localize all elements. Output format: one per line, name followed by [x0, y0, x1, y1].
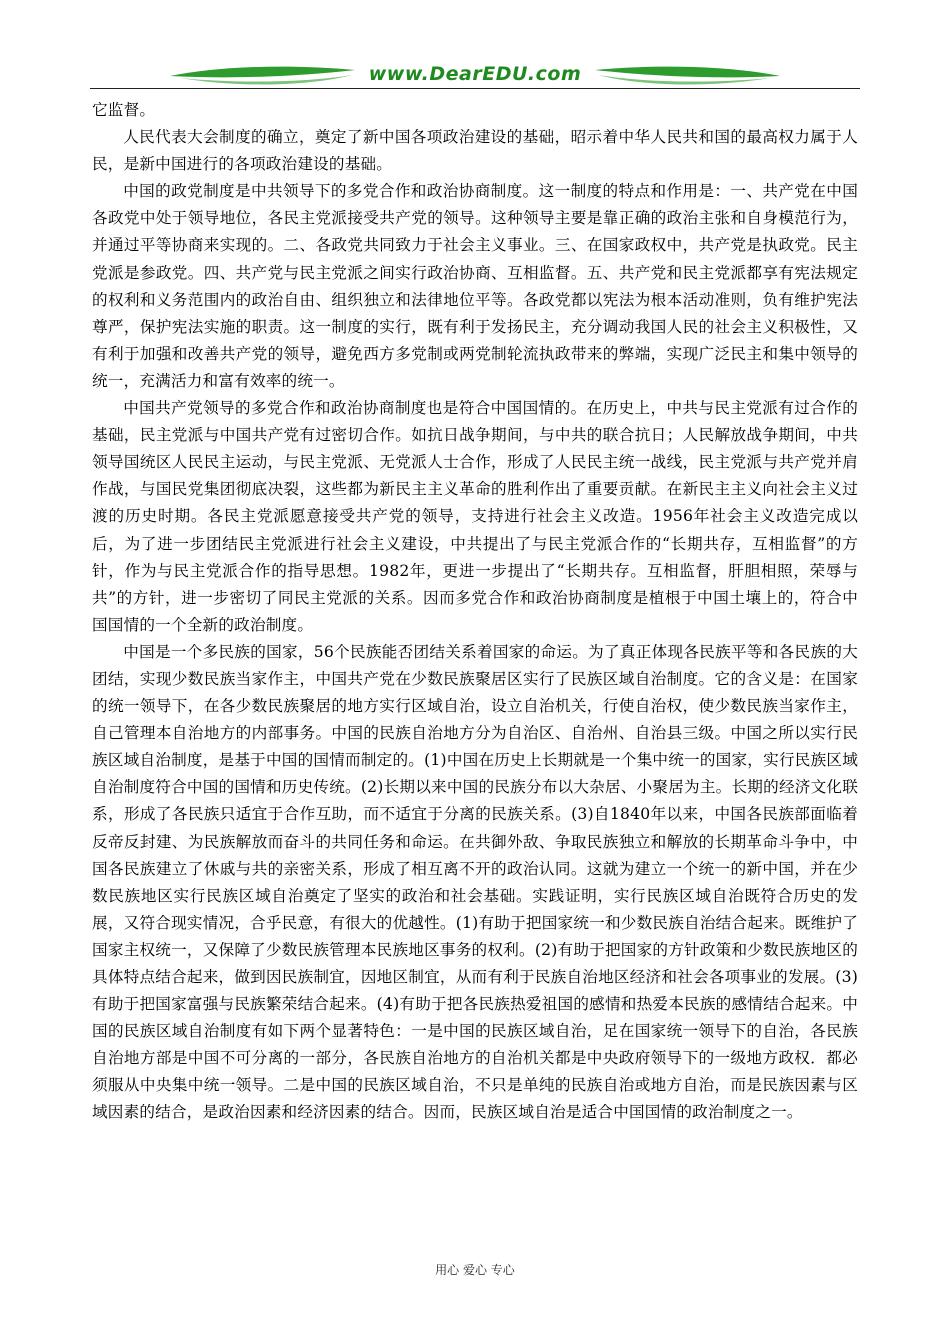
document-body [92, 97, 858, 1127]
paragraph: 中国的政党制度是中共领导下的多党合作和政治协商制度。这一制度的特点和作用是：一、共产党在中国各政党中处于领导地位，各民主党派接受共产党的领导。这种领导主要是靠正确的政治主张和自身模范行为，并通过平等协商来实现的。二、各政党共同致力于社会主义事业。三、在国家政权中，共产党是执政党。民主党派是参政党。四、共产党与民主党派之间实行政治协商、互相监督。五、共产党和民主党派都享有宪法规定的权利和义务范围内的政治自由、组织独立和法律地位平等。各政党都以宪法为根本活动准则，负有维护宪法尊严，保护宪法实施的职责。这一制度的实行，既有利于发扬民主，充分调动我国人民的社会主义积极性，又有利于加强和改善共产党的领导，避免西方多党制或两党制轮流执政带来的弊端，实现广泛民主和集中领导的统一，充满活力和富有效率的统一。 [92, 182, 858, 390]
paragraph: 中国共产党领导的多党合作和政治协商制度也是符合中国国情的。在历史上，中共与民主党派有过合作的基础，民主党派与中国共产党有过密切合作。如抗日战争期间，与中共的联合抗日；人民解放战争期间，中共领导国统区人民民主运动，与民主党派、无党派人士合作，形成了人民民主统一战线，民主党派与共产党并肩作战，与国民党集团彻底决裂，这些都为新民主主义革命的胜利作出了重要贡献。在新民主主义向社会主义过渡的历史时期。各民主党派愿意接受共产党的领导，支持进行社会主义改造。1956年社会主义改造完成以后，为了进一步团结民主党派进行社会主义建设，中共提出了与民主党派合作的“长期共存，互相监督”的方针，作为与民主党派合作的指导思想。1982年，更进一步提出了“长期共存。互相监督，肝胆相照，荣辱与共”的方针，进一步密切了同民主党派的关系。因而多党合作和政治协商制度是植根于中国土壤上的，符合中国国情的一个全新的政治制度。 [92, 399, 858, 634]
header-divider [90, 88, 860, 89]
page-footer: 用心 爱心 专心 [435, 1263, 515, 1277]
site-logo-text: www.DearEDU.com [368, 63, 582, 85]
paragraph: 它监督。 [92, 101, 156, 119]
paragraph: 中国是一个多民族的国家，56个民族能否团结关系着国家的命运。为了真正体现各民族平等和各民族的大团结，实现少数民族当家作主，中国共产党在少数民族聚居区实行了民族区域自治制度。它的含义是：在国家的统一领导下，在各少数民族聚居的地方实行区域自治，设立自治机关，行使自治权，使少数民族当家作主，自己管理本自治地方的内部事务。中国的民族自治地方分为自治区、自治州、自治县三级。中国之所以实行民族区域自治制度，是基于中国的国情而制定的。(1)中国在历史上长期就是一个集中统一的国家，实行民族区域自治制度符合中国的国情和历史传统。(2)长期以来中国的民族分布以大杂居、小聚居为主。长期的经济文化联系，形成了各民族只适宜于合作互助，而不适宜于分离的民族关系。(3)自1840年以来，中国各民族部面临着反帝反封建、为民族解放而奋斗的共同任务和命运。在共御外敌、争取民族独立和解放的长期革命斗争中，中国各民族建立了休戚与共的亲密关系，形成了相互离不开的政治认同。这就为建立一个统一的新中国，并在少数民族地区实行民族区域自治奠定了坚实的政治和社会基础。实践证明，实行民族区域自治既符合历史的发展，又符合现实情况，合乎民意，有很大的优越性。(1)有助于把国家统一和少数民族自治结合起来。既维护了国家主权统一，又保障了少数民族管理本民族地区事务的权利。(2)有助于把国家的方针政策和少数民族地区的具体特点结合起来，做到因民族制宜，因地区制宜，从而有利于民族自治地区经济和社会各项事业的发展。(3)有助于把国家富强与民族繁荣结合起来。(4)有助于把各民族热爱祖国的感情和热爱本民族的感情结合起来。中国的民族区域自治制度有如下两个显著特色：一是中国的民族区域自治，足在国家统一领导下的自治，各民族自治地方部是中国不可分离的一部分，各民族自治地方的自治机关都是中央政府领导下的一级地方政权．都必须服从中央集中统一领导。二是中国的民族区域自治，不只是单纯的民族自治或地方自治，而是民族因素与区域因素的结合，是政治因素和经济因素的结合。因而，民族区域自治是适合中国国情的政治制度之一。 [92, 642, 858, 1122]
paragraph: 人民代表大会制度的确立，奠定了新中国各项政治建设的基础，昭示着中华人民共和国的最高权力属于人民，是新中国进行的各项政治建设的基础。 [92, 128, 858, 174]
